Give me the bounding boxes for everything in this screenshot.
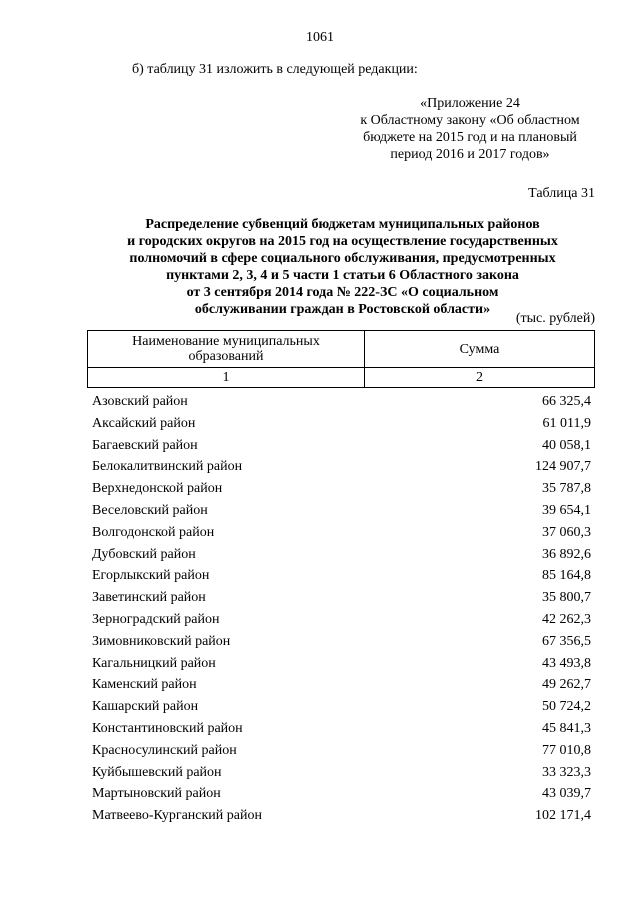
amount-value: 45 841,3 [542,720,591,736]
units-label: (тыс. рублей) [515,311,595,326]
amount-value: 49 262,7 [542,677,591,693]
table-title [90,216,595,318]
table-row [92,500,591,522]
table-row [92,631,591,653]
column-number-1: 1 [88,368,365,388]
table-title-line: и городских округов на 2015 год на осуществление государственных [127,234,558,249]
municipality-name: Зерноградский район [92,611,220,627]
table-row [92,478,591,500]
municipality-name: Кагальницкий район [92,655,216,671]
table-row [92,456,591,478]
table-row [92,413,591,435]
header-sum-column: Сумма [365,331,595,368]
amount-value: 50 724,2 [542,699,591,715]
table-row [92,544,591,566]
municipality-name: Веселовский район [92,502,208,518]
municipality-name: Константиновский район [92,720,243,736]
table-title-line: пунктами 2, 3, 4 и 5 части 1 статьи 6 Областного закона [166,268,519,283]
table-row [92,587,591,609]
amount-value: 33 323,3 [542,764,591,780]
table-title-line: полномочий в сфере социального обслуживания, предусмотренных [129,251,556,266]
amount-value: 37 060,3 [542,524,591,540]
table-row [92,653,591,675]
amount-value: 61 011,9 [542,415,591,431]
table-row [92,565,591,587]
amount-value: 35 787,8 [542,481,591,497]
header-name-line1: Наименование муниципальных [132,334,320,349]
page-number: 1061 [306,30,334,45]
municipality-name: Верхнедонской район [92,481,223,497]
municipality-name: Багаевский район [92,437,198,453]
table-row [92,522,591,544]
table-row [92,718,591,740]
amount-value: 43 039,7 [542,786,591,802]
amount-value: 67 356,5 [542,633,591,649]
municipality-name: Егорлыкский район [92,568,210,584]
table-row [92,762,591,784]
table-row [92,783,591,805]
amount-value: 40 058,1 [542,437,591,453]
amount-value: 66 325,4 [542,394,591,409]
municipality-name: Азовский район [92,394,188,409]
municipality-name: Заветинский район [92,590,206,606]
appendix-line: период 2016 и 2017 годов» [390,147,550,162]
amount-value: 36 892,6 [542,546,591,562]
header-name-line2: образований [188,349,264,364]
table-header [87,330,595,388]
amount-value: 39 654,1 [542,502,591,518]
municipality-name: Матвеево-Курганский район [92,808,262,824]
municipality-name: Куйбышевский район [92,764,222,780]
municipality-name: Кашарский район [92,699,199,715]
appendix-line: к Областному закону «Об областном [360,113,580,128]
header-name-column [88,331,365,368]
table-label: Таблица 31 [528,186,595,201]
table-title-line: Распределение субвенций бюджетам муниципальных районов [145,217,540,232]
amount-value: 77 010,8 [542,742,591,758]
amount-value: 35 800,7 [542,590,591,606]
table-row [92,805,591,827]
appendix-line: «Приложение 24 [420,96,520,111]
table-body [92,391,591,827]
municipality-name: Аксайский район [92,415,196,431]
municipality-name: Волгодонской район [92,524,215,540]
table-row [92,696,591,718]
amount-value: 102 171,4 [535,808,591,824]
table-row [92,609,591,631]
table-row [92,435,591,457]
municipality-name: Дубовский район [92,546,196,562]
column-number-2: 2 [365,368,595,388]
amount-value: 43 493,8 [542,655,591,671]
appendix-reference [345,95,595,163]
table-row [92,391,591,413]
table-title-line: обслуживании граждан в Ростовской области» [194,302,491,317]
appendix-line: бюджете на 2015 год и на плановый [363,130,577,145]
instruction-text: б) таблицу 31 изложить в следующей редакции: [132,62,418,77]
municipality-name: Белокалитвинский район [92,459,243,475]
amount-value: 124 907,7 [535,459,591,475]
municipality-name: Зимовниковский район [92,633,231,649]
amount-value: 85 164,8 [542,568,591,584]
municipality-name: Красносулинский район [92,742,237,758]
table-row [92,674,591,696]
amount-value: 42 262,3 [542,611,591,627]
municipality-name: Каменский район [92,677,197,693]
table-row [92,740,591,762]
table-title-line: от 3 сентября 2014 года № 222-ЗС «О социальном [186,285,499,300]
municipality-name: Мартыновский район [92,786,221,802]
